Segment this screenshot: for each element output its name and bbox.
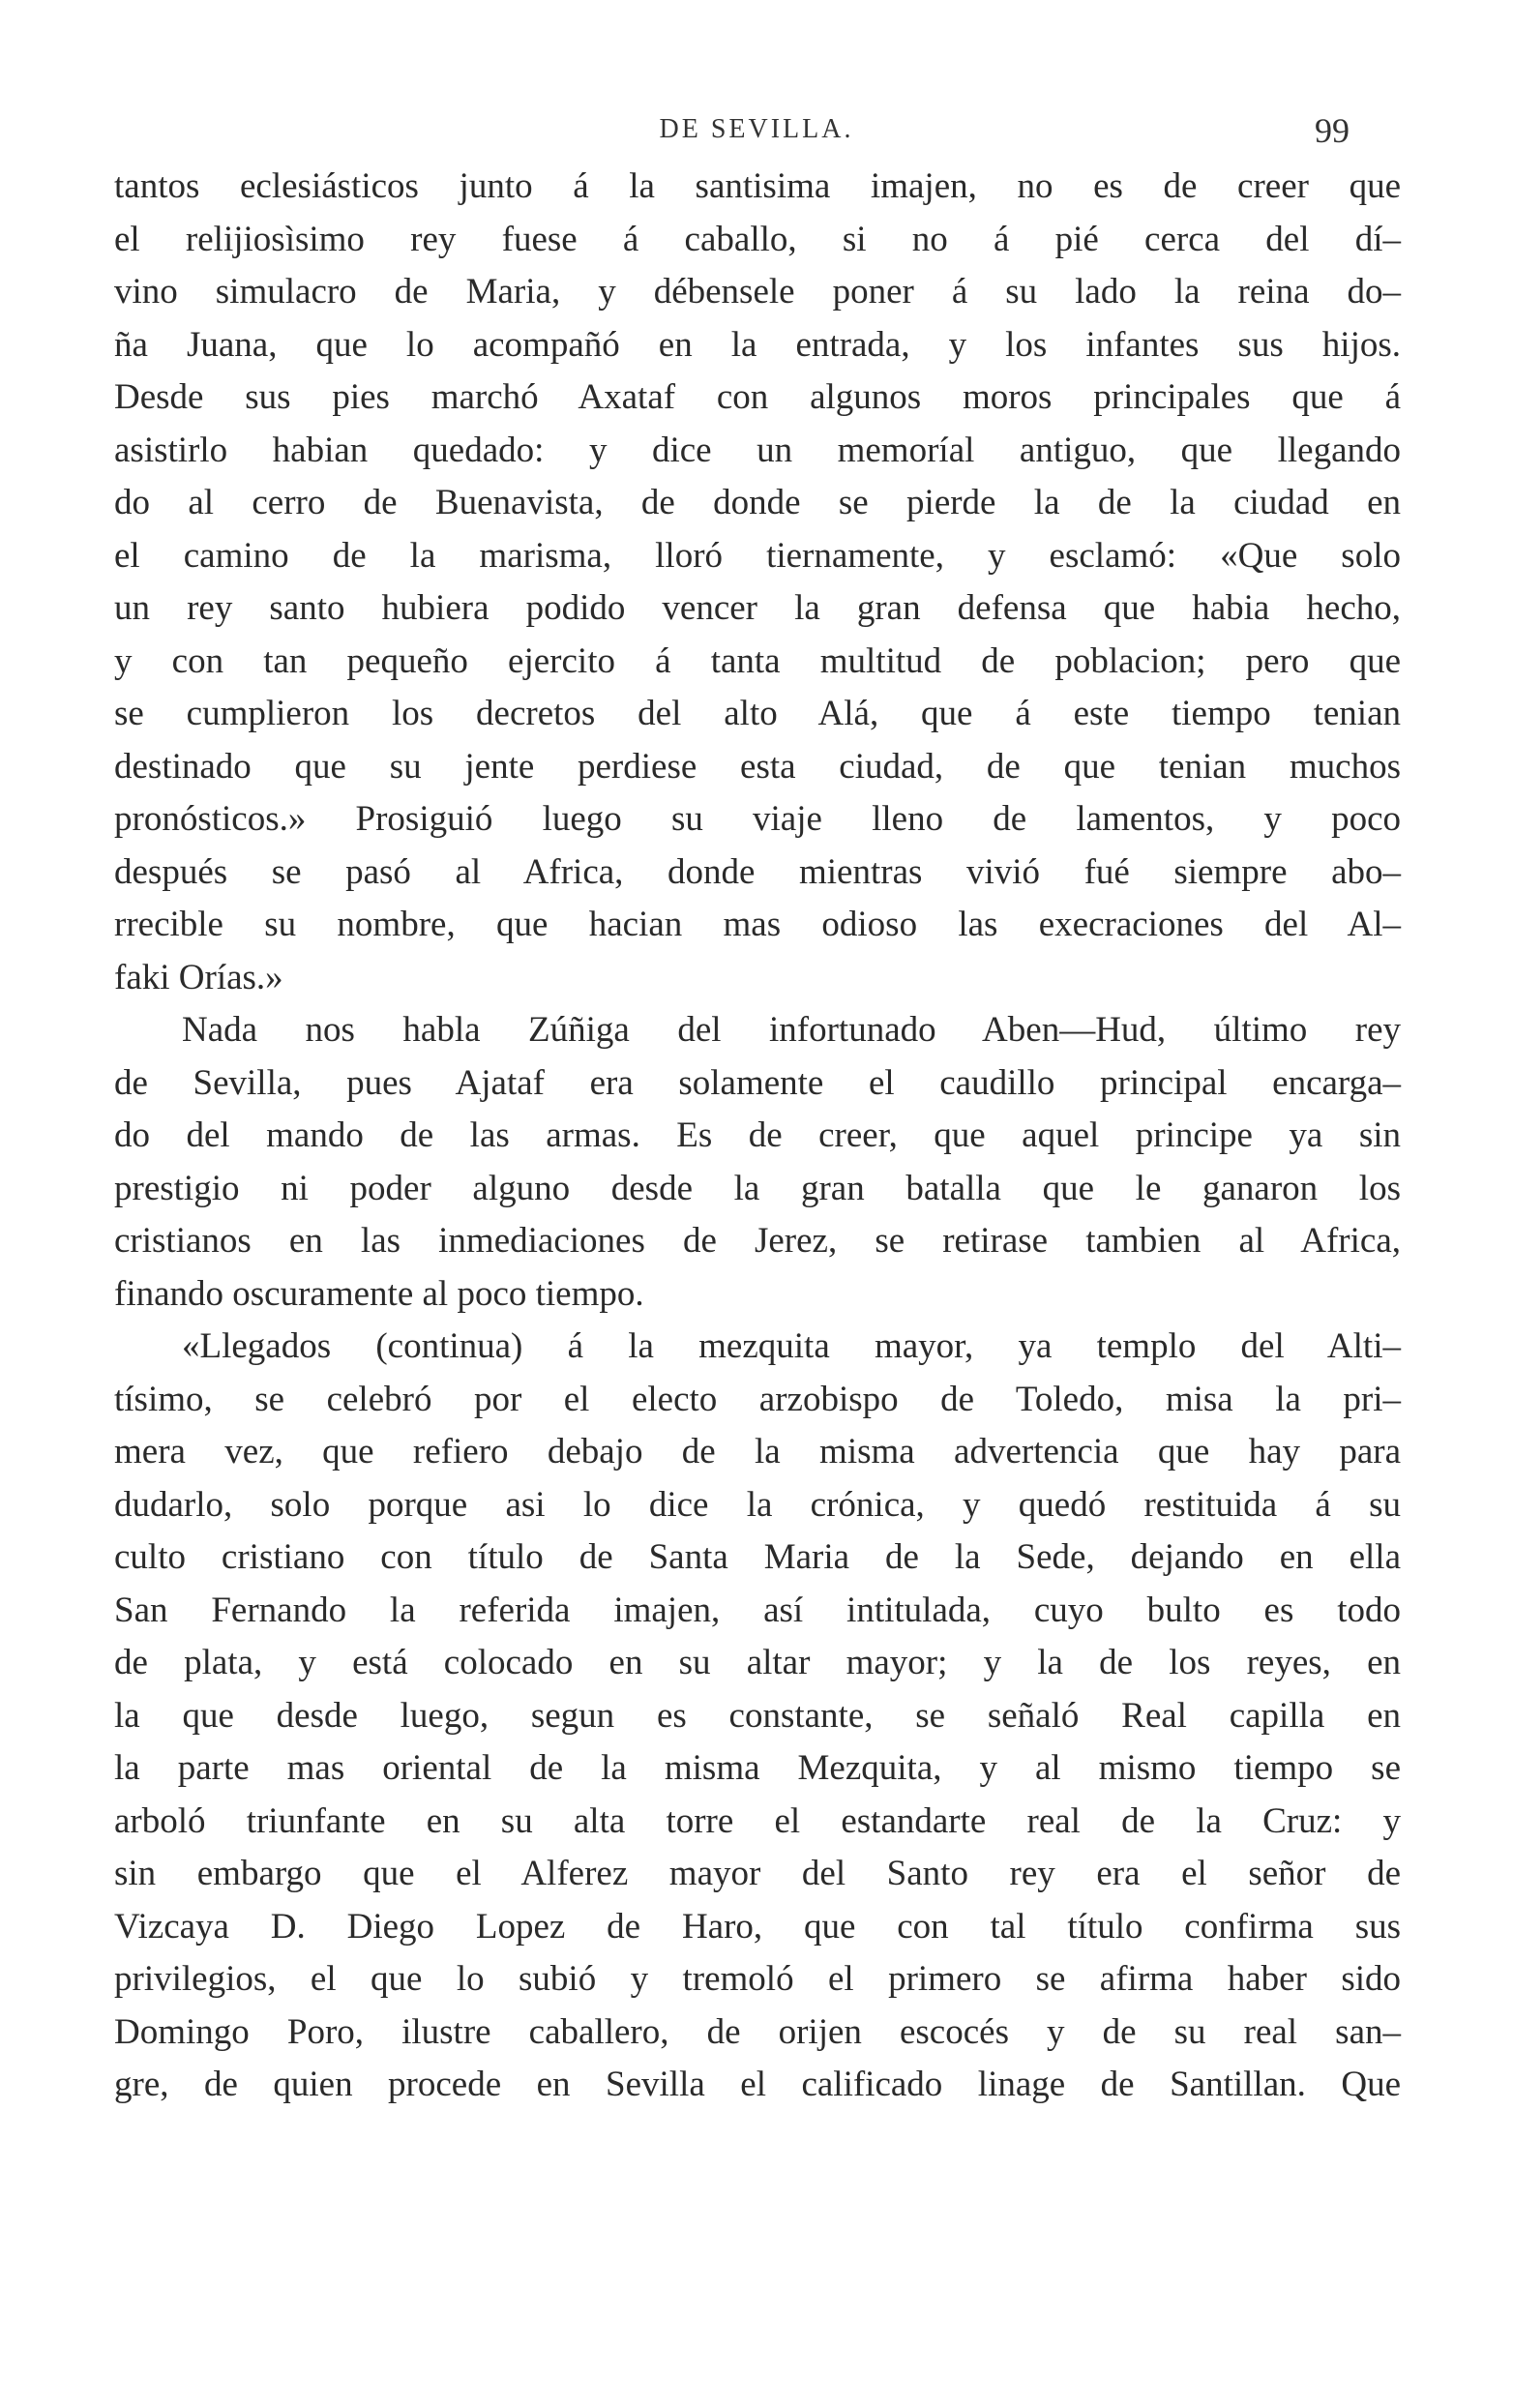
text-line: vino simulacro de Maria, y débensele poner á su lado la reina do– <box>114 272 1401 312</box>
text-line: San Fernando la referida imajen, así intitulada, cuyo bulto es todo <box>114 1590 1401 1630</box>
page-number: 99 <box>1315 111 1350 150</box>
text-line: ña Juana, que lo acompañó en la entrada, y los infantes sus hijos. <box>114 324 1401 365</box>
text-line: después se pasó al Africa, donde mientras vivió fué siempre abo– <box>114 851 1401 892</box>
text-line: Vizcaya D. Diego Lopez de Haro, que con tal título confirma sus <box>114 1906 1401 1947</box>
text-line: y con tan pequeño ejercito á tanta multitud de poblacion; pero que <box>114 640 1401 681</box>
text-line: privilegios, el que lo subió y tremoló el primero se afirma haber sido <box>114 1959 1401 1999</box>
text-line: arboló triunfante en su alta torre el estandarte real de la Cruz: y <box>114 1800 1401 1841</box>
text-line: un rey santo hubiera podido vencer la gran defensa que habia hecho, <box>114 588 1401 628</box>
text-line: destinado que su jente perdiese esta ciudad, de que tenian muchos <box>114 746 1401 787</box>
text-line: pronósticos.» Prosiguió luego su viaje lleno de lamentos, y poco <box>114 799 1401 839</box>
text-line: gre, de quien procede en Sevilla el calificado linage de Santillan. Que <box>114 2065 1401 2104</box>
body-text <box>114 161 1401 2112</box>
text-line: cristianos en las inmediaciones de Jerez, se retirase tambien al Africa, <box>114 1221 1401 1261</box>
text-line: finando oscuramente al poco tiempo. <box>114 1273 644 1314</box>
text-line: asistirlo habian quedado: y dice un memoríal antiguo, que llegando <box>114 430 1401 470</box>
text-line: Nada nos habla Zúñiga del infortunado Aben—Hud, último rey <box>182 1010 1401 1050</box>
text-line: Desde sus pies marchó Axataf con algunos moros principales que á <box>114 377 1401 417</box>
text-line: Domingo Poro, ilustre caballero, de orijen escocés y de su real san– <box>114 2011 1401 2052</box>
text-line: de Sevilla, pues Ajataf era solamente el caudillo principal encarga– <box>114 1062 1401 1103</box>
text-line: rrecible su nombre, que hacian mas odioso las execraciones del Al– <box>114 905 1401 944</box>
running-title: DE SEVILLA. <box>659 114 854 144</box>
text-line: culto cristiano con título de Santa Maria de la Sede, dejando en ella <box>114 1537 1401 1577</box>
text-line: faki Orías.» <box>114 957 283 997</box>
text-line: sin embargo que el Alferez mayor del Santo rey era el señor de <box>114 1854 1401 1893</box>
text-line: do al cerro de Buenavista, de donde se pierde la de la ciudad en <box>114 483 1401 522</box>
text-line: se cumplieron los decretos del alto Alá, que á este tiempo tenian <box>114 694 1401 733</box>
text-line: la que desde luego, segun es constante, se señaló Real capilla en <box>114 1695 1401 1736</box>
text-line: la parte mas oriental de la misma Mezquita, y al mismo tiempo se <box>114 1748 1401 1788</box>
text-line: prestigio ni poder alguno desde la gran batalla que le ganaron los <box>114 1168 1401 1208</box>
text-line: dudarlo, solo porque asi lo dice la crónica, y quedó restituida á su <box>114 1484 1401 1525</box>
text-line: de plata, y está colocado en su altar mayor; y la de los reyes, en <box>114 1643 1401 1682</box>
text-line: el camino de la marisma, lloró tiernamente, y esclamó: «Que solo <box>114 535 1401 576</box>
text-line: mera vez, que refiero debajo de la misma advertencia que hay para <box>114 1432 1401 1472</box>
text-line: tísimo, se celebró por el electo arzobispo de Toledo, misa la pri– <box>114 1379 1401 1419</box>
text-line: «Llegados (continua) á la mezquita mayor, ya templo del Alti– <box>182 1326 1401 1366</box>
text-line: tantos eclesiásticos junto á la santisima imajen, no es de creer que <box>114 166 1401 206</box>
running-head <box>0 111 1513 153</box>
text-line: do del mando de las armas. Es de creer, que aquel principe ya sin <box>114 1115 1401 1155</box>
text-line: el relijiosìsimo rey fuese á caballo, si no á pié cerca del dí– <box>114 219 1401 259</box>
